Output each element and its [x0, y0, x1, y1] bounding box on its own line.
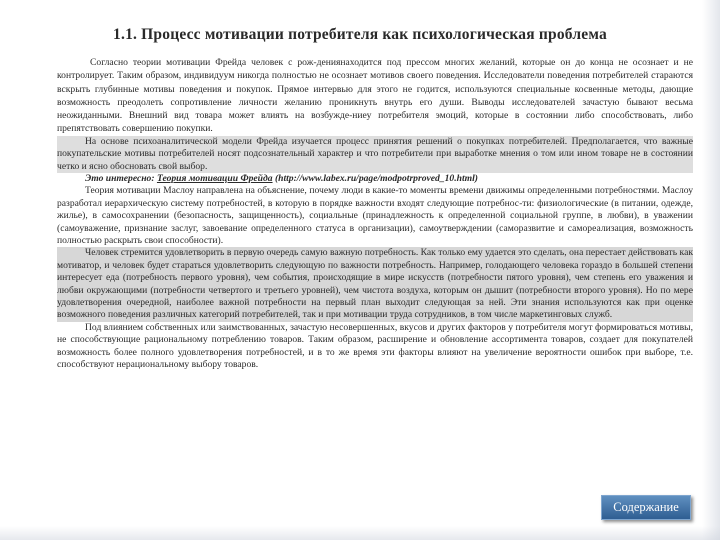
paragraph-needs-hierarchy: Человек стремится удовлетворить в первую очередь самую важную потребность. Как только ему удается это сделать, она перестает действовать как мотиватор, и человек будет стараться удовлетворить следующую по важности потребность. Например, голодающего человека гораздо в большей степени интересует еда (потребность первого уровня), чем события, происходящие в мире искусств (потребности пятого уровня), чем степень его уважения и любви окружающими (потребности четвертого и третьего уровней), чем чистота воздуха, которым он дышит (потребности второго уровня). Но по мере удовлетворения очередной, наиболее важной потребности на первый план выходит следующая за ней. Эти знания используются как при оценке возможного поведения различных категорий потребителей, так и при мотивации труда сотрудников, в том числе маркетинговых служб.: [57, 247, 693, 321]
freud-theory-link[interactable]: Теория мотивации Фрейда: [156, 173, 273, 184]
paragraph-psychoanalytic-model: На основе психоаналитической модели Фрейда изучается процесс принятия решений о покупках потребителей. Предполагается, что важные покупательские мотивы потребителей носят подсознательный характер и что потребители при выработке мнения о том или ином товаре не в состоянии четко и ясно обосновать свой выбор.: [57, 135, 693, 172]
paragraph-interesting-link: [57, 173, 693, 185]
page-shadow-bottom: [0, 526, 720, 540]
slide-body: [57, 56, 693, 488]
paragraph-maslow-theory: Теория мотивации Маслоу направлена на объяснение, почему люди в какие-то моменты времени движимы определенными потребностями. Маслоу разработал иерархическую систему потребностей, в которую в порядке важности входят следующие потребнос-ти: физиологические (в питании, одежде, жилье), в самосохранении (безопасность, защищенность), социальные (принадлежность к определенной социальной группе, в любви), в уважении (самоуважение, признание заслуг, завоевание определенного статуса в организации), самоутверждении (саморазвитие и самореализация, возможность полностью раскрыть свои способности).: [57, 185, 693, 247]
interesting-label: Это интересно:: [85, 173, 157, 184]
freud-theory-url[interactable]: (http://www.labex.ru/page/modpotrproved_10.html): [272, 173, 478, 184]
paragraph-irrational-choice: Под влиянием собственных или заимствованных, зачастую несовершенных, вкусов и других факторов у потребителя могут формироваться мотивы, не способствующие рациональному потреблению товаров. Таким образом, расширение и обновление ассортимента товаров, создает для покупателей возможность более полного удовлетворения потребностей, и в то же время эти факторы влияют на увеличение вероятности ошибок при выборе, т.е. способствуют нерациональному выбору товаров.: [57, 321, 693, 371]
slide-title: 1.1. Процесс мотивации потребителя как психологическая проблема: [113, 26, 607, 43]
contents-button[interactable]: Содержание: [601, 495, 691, 520]
page-shadow-right: [702, 0, 720, 540]
paragraph-freud-theory: Согласно теории мотивации Фрейда человек с рож-дениянаходится под прессом многих желаний, которые он до конца не осознает и не контролирует. Таким образом, индивидуум никогда полностью не осознает мотивов своего поведения. Исследователи поведения потребителей стараются вскрыть глубинные мотивы поведения и покупок. Прямое интервью для этого не годится, используются специальные косвенные методы, дающие возможность преодолеть сопротивление личности желанию проникнуть внутрь его души. Выводы исследователей зачастую бывают весьма неожиданными. Внешний вид товара может влиять на возбужде-ниеу потребителя эмоций, которые в состоянии либо способствовать, либо препятствовать совершению покупки.: [57, 57, 693, 135]
